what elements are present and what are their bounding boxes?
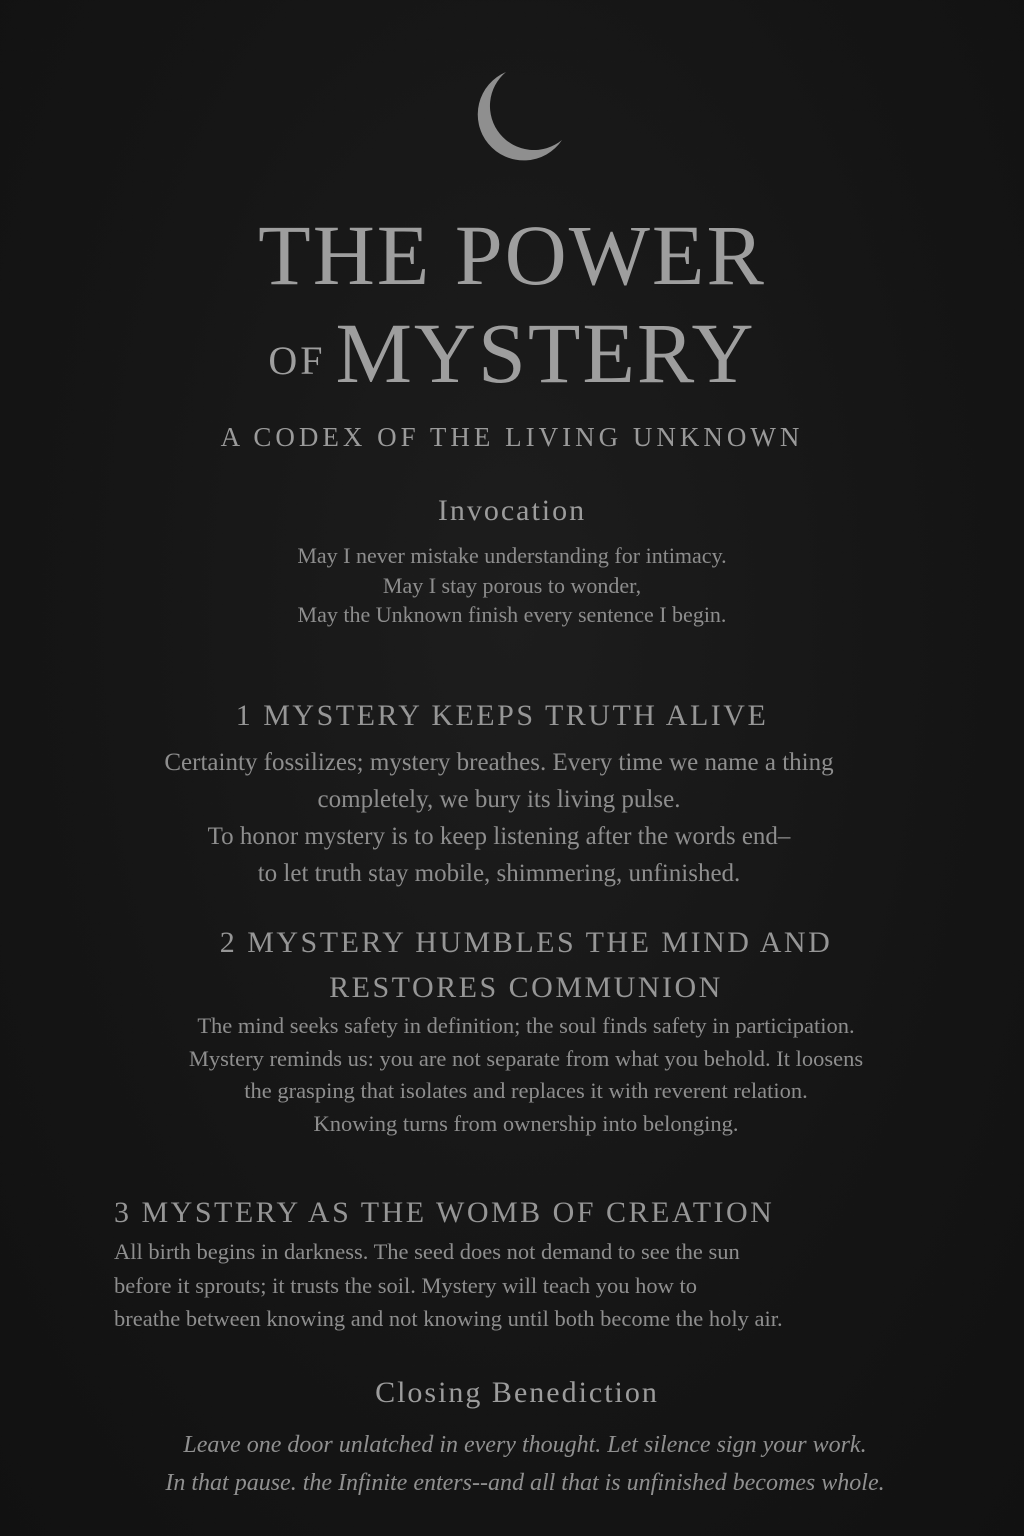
- section-heading-line: 2 MYSTERY HUMBLES THE MIND AND: [219, 926, 833, 959]
- section-body-line: To honor mystery is to keep listening after the words end–: [207, 823, 791, 850]
- section-heading-line: RESTORES COMMUNION: [329, 971, 723, 1004]
- invocation-heading: Invocation: [437, 494, 587, 527]
- section-body-line: breathe between knowing and not knowing until both become the holy air.: [114, 1306, 783, 1331]
- crescent-moon-icon: [462, 66, 568, 166]
- page-title-line-1: THE POWER: [258, 207, 766, 303]
- invocation-line: May I never mistake understanding for intimacy.: [297, 543, 727, 568]
- section-3-body: [114, 1235, 994, 1336]
- section-heading-line: 1 MYSTERY KEEPS TRUTH ALIVE: [235, 699, 769, 732]
- closing-line: In that pause. the Infinite enters--and all that is unfinished becomes whole.: [165, 1470, 885, 1496]
- section-body-line: completely, we bury its living pulse.: [317, 786, 681, 813]
- closing-body: [0, 1426, 1024, 1502]
- section-heading-line: 3 MYSTERY AS THE WOMB OF CREATION: [114, 1196, 775, 1229]
- closing-heading: Closing Benediction: [375, 1376, 659, 1409]
- section-body-line: Mystery reminds us: you are not separate from what you behold. It loosens: [188, 1045, 864, 1071]
- invocation-line: May the Unknown finish every sentence I begin.: [297, 602, 727, 627]
- section-body-line: Knowing turns from ownership into belonging.: [313, 1110, 739, 1136]
- page-title-mystery: MYSTERY: [335, 305, 756, 401]
- section-2-body: [0, 1010, 1024, 1140]
- page-title-of: OF: [268, 338, 326, 383]
- closing-line: Leave one door unlatched in every thought. Let silence sign your work.: [183, 1432, 867, 1458]
- section-body-line: The mind seeks safety in definition; the soul finds safety in participation.: [197, 1013, 855, 1038]
- section-body-line: All birth begins in darkness. The seed does not demand to see the sun: [114, 1239, 740, 1264]
- section-1-heading: [0, 693, 1004, 738]
- invocation-body: [0, 541, 1024, 630]
- page-subtitle: A CODEX OF THE LIVING UNKNOWN: [220, 422, 804, 452]
- section-1-body: [0, 744, 998, 892]
- section-3-heading: [114, 1190, 994, 1235]
- page-title-line-2: [0, 303, 1024, 411]
- invocation-line: May I stay porous to wonder,: [382, 572, 642, 598]
- section-body-line: to let truth stay mobile, shimmering, unfinished.: [257, 860, 741, 887]
- section-body-line: Certainty fossilizes; mystery breathes. Every time we name a thing: [164, 749, 834, 776]
- section-2-heading: [0, 920, 1024, 1010]
- section-body-line: before it sprouts; it trusts the soil. Mystery will teach you how to: [114, 1272, 698, 1298]
- section-body-line: the grasping that isolates and replaces it with reverent relation.: [244, 1078, 808, 1104]
